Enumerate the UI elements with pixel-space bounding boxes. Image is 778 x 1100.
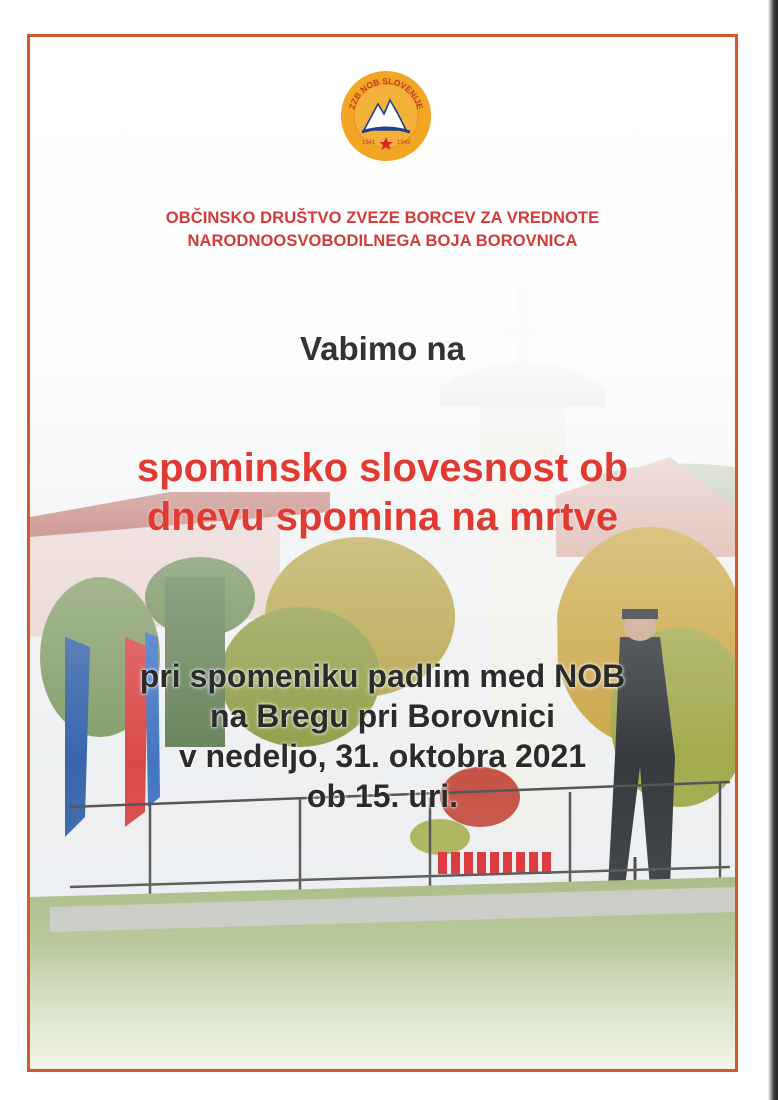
event-date: v nedeljo, 31. oktobra 2021 bbox=[178, 738, 587, 774]
event-details bbox=[30, 656, 735, 816]
event-place: na Bregu pri Borovnici bbox=[210, 698, 555, 734]
scan-edge-shadow bbox=[768, 0, 778, 1100]
event-title bbox=[30, 444, 735, 542]
logo-year-right: 1945 bbox=[397, 140, 411, 146]
zzb-nob-logo bbox=[340, 70, 432, 162]
event-title-line-1: spominsko slovesnost ob bbox=[136, 446, 629, 490]
invite-heading: Vabimo na bbox=[299, 330, 466, 367]
poster-frame bbox=[27, 34, 738, 1072]
logo-ring-text: ZZB NOB SLOVENIJE bbox=[346, 75, 426, 111]
event-time: ob 15. uri. bbox=[306, 778, 459, 814]
organization-line-1: OBČINSKO DRUŠTVO ZVEZE BORCEV ZA VREDNOTE bbox=[165, 209, 600, 227]
event-title-line-2: dnevu spomina na mrtve bbox=[146, 495, 619, 539]
organization-line-2: NARODNOOSVOBODILNEGA BOJA BOROVNICA bbox=[187, 232, 578, 250]
event-location: pri spomeniku padlim med NOB bbox=[139, 658, 626, 694]
organization-name bbox=[30, 207, 735, 253]
logo-year-left: 1941 bbox=[362, 140, 376, 146]
poster-content bbox=[30, 37, 735, 1069]
